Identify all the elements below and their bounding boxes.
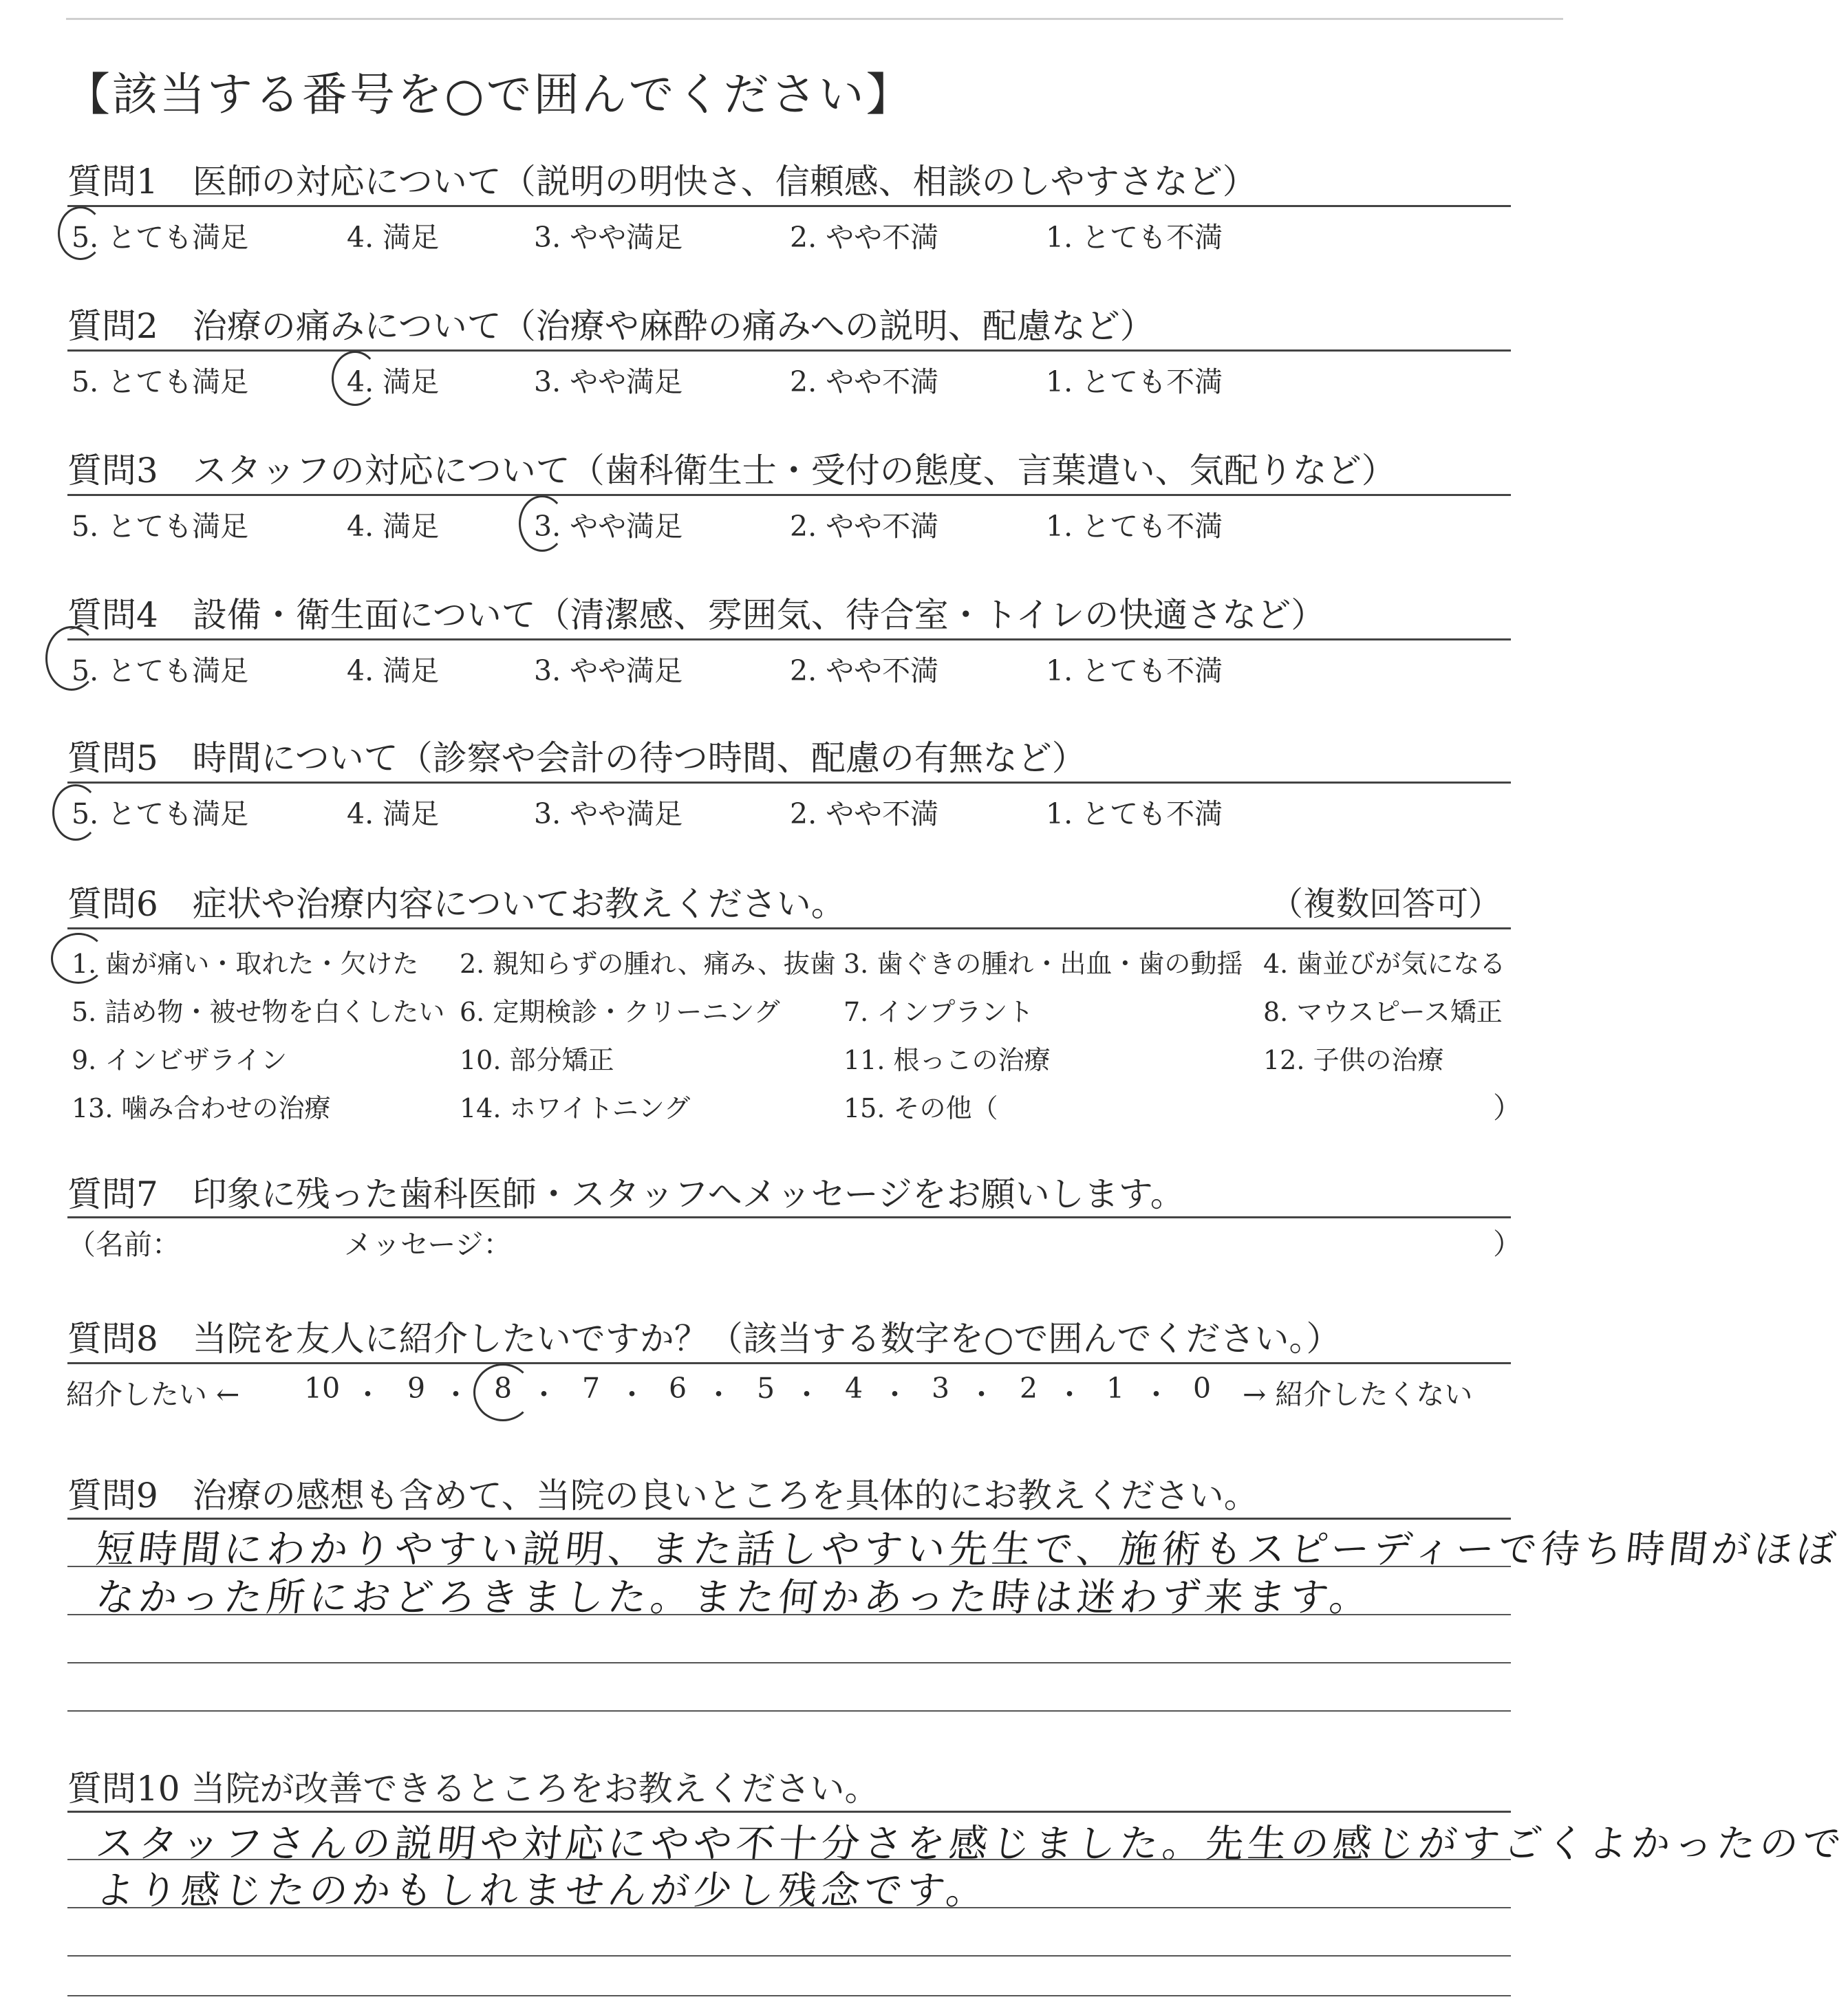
q3-option-1[interactable]: 1. とても不満 [1046, 510, 1223, 543]
q7-name-label: （名前： [67, 1228, 180, 1261]
q3-rule [67, 494, 1511, 496]
q8-right-label: → 紹介したくない [1243, 1378, 1473, 1411]
q8-scale-2[interactable]: 2 [1020, 1372, 1038, 1405]
q6-title: 質問6 症状や治療内容についてお教えください。 [67, 884, 846, 924]
q1-option-2[interactable]: 2. やや不満 [790, 221, 939, 254]
q7-rule [67, 1216, 1511, 1218]
q8-scale-7[interactable]: 7 [582, 1372, 601, 1405]
q5-option-4[interactable]: 4. 満足 [347, 797, 440, 830]
page-top-edge [66, 18, 1563, 20]
q6-option-15[interactable]: 15. その他（ [844, 1093, 998, 1123]
q5-title: 質問5 時間について（診察や会計の待つ時間、配慮の有無など） [67, 738, 1086, 778]
q6-option-5[interactable]: 5. 詰め物・被せ物を白くしたい [72, 997, 445, 1027]
q2-option-5[interactable]: 5. とても満足 [72, 365, 249, 398]
q6-other-close-paren: ） [1493, 1091, 1523, 1125]
q8-title: 質問8 当院を友人に紹介したいですか？（該当する数字を○で囲んでください。） [67, 1319, 1341, 1359]
q6-option-12[interactable]: 12. 子供の治療 [1263, 1045, 1444, 1075]
q8-scale-5[interactable]: 5 [757, 1372, 775, 1405]
q4-rule [67, 638, 1511, 640]
q4-option-3[interactable]: 3. やや満足 [534, 654, 683, 687]
q2-title: 質問2 治療の痛みについて（治療や麻酔の痛みへの説明、配慮など） [67, 306, 1154, 346]
q8-scale-3[interactable]: 3 [932, 1372, 950, 1405]
q6-option-13[interactable]: 13. 噛み合わせの治療 [72, 1093, 331, 1123]
q9-answer-rule [67, 1662, 1511, 1663]
q1-option-1[interactable]: 1. とても不満 [1046, 221, 1223, 254]
q4-option-4[interactable]: 4. 満足 [347, 654, 440, 687]
q1-option-5[interactable]: 5. とても満足 [72, 221, 249, 254]
q5-option-2[interactable]: 2. やや不満 [790, 797, 939, 830]
q6-option-1[interactable]: 1. 歯が痛い・取れた・欠けた [72, 949, 419, 979]
q3-option-5[interactable]: 5. とても満足 [72, 510, 249, 543]
q1-rule [67, 205, 1511, 207]
q6-option-4[interactable]: 4. 歯並びが気になる [1263, 949, 1506, 979]
q8-scale-8[interactable]: 8 [494, 1372, 513, 1405]
q2-option-3[interactable]: 3. やや満足 [534, 365, 683, 398]
q9-answer-line-1[interactable]: 短時間にわかりやすい説明、また話しやすい先生で、施術もスピーディーで待ち時間がほぼ [94, 1527, 1842, 1572]
q10-answer-line-1[interactable]: スタッフさんの説明や対応にやや不十分さを感じました。先生の感じがすごくよかったので [94, 1822, 1847, 1866]
q1-title: 質問1 医師の対応について（説明の明快さ、信頼感、相談のしやすさなど） [67, 162, 1257, 202]
q7-close-paren: ） [1493, 1227, 1523, 1261]
q10-title: 質問10 当院が改善できるところをお教えください。 [67, 1769, 879, 1809]
q6-option-8[interactable]: 8. マウスピース矯正 [1263, 997, 1503, 1027]
q8-scale-9[interactable]: 9 [407, 1372, 426, 1405]
q6-option-6[interactable]: 6. 定期検診・クリーニング [460, 997, 780, 1027]
q9-answer-rule [67, 1614, 1511, 1615]
q9-title: 質問9 治療の感想も含めて、当院の良いところを具体的にお教えください。 [67, 1476, 1258, 1516]
q8-dot: ・ [354, 1378, 382, 1411]
q4-title: 質問4 設備・衛生面について（清潔感、雰囲気、待合室・トイレの快適さなど） [67, 595, 1326, 635]
q10-answer-rule [67, 1907, 1511, 1908]
q6-rule [67, 927, 1511, 929]
q7-message-label: メッセージ： [344, 1228, 512, 1261]
q4-option-2[interactable]: 2. やや不満 [790, 654, 939, 687]
q3-option-3[interactable]: 3. やや満足 [534, 510, 683, 543]
q3-title: 質問3 スタッフの対応について（歯科衛生士・受付の態度、言葉遣い、気配りなど） [67, 451, 1396, 491]
q8-scale-4[interactable]: 4 [845, 1372, 863, 1405]
q10-answer-rule [67, 1995, 1511, 1996]
q8-dot: ・ [618, 1378, 646, 1411]
q6-option-3[interactable]: 3. 歯ぐきの腫れ・出血・歯の動揺 [844, 949, 1243, 979]
q1-option-4[interactable]: 4. 満足 [347, 221, 440, 254]
q10-answer-line-2[interactable]: より感じたのかもしれませんが少し残念です。 [94, 1868, 991, 1913]
q10-answer-rule [67, 1955, 1511, 1957]
q8-dot: ・ [1142, 1378, 1170, 1411]
page-title: 【該当する番号を○で囲んでください】 [65, 68, 914, 121]
q4-option-1[interactable]: 1. とても不満 [1046, 654, 1223, 687]
q8-scale-10[interactable]: 10 [304, 1372, 341, 1405]
q4-option-5[interactable]: 5. とても満足 [72, 654, 249, 687]
q5-option-1[interactable]: 1. とても不満 [1046, 797, 1223, 830]
q8-rule [67, 1362, 1511, 1364]
q8-dot: ・ [881, 1378, 909, 1411]
q9-answer-rule [67, 1710, 1511, 1712]
q1-option-3[interactable]: 3. やや満足 [534, 221, 683, 254]
q8-left-label: 紹介したい ← [66, 1378, 240, 1411]
q6-option-9[interactable]: 9. インビザライン [72, 1045, 288, 1075]
q6-option-14[interactable]: 14. ホワイトニング [460, 1093, 691, 1123]
q3-option-2[interactable]: 2. やや不満 [790, 510, 939, 543]
q6-option-2[interactable]: 2. 親知らずの腫れ、痛み、抜歯 [460, 949, 836, 979]
q8-scale-1[interactable]: 1 [1106, 1372, 1125, 1405]
q8-scale-6[interactable]: 6 [669, 1372, 687, 1405]
q5-option-5[interactable]: 5. とても満足 [72, 797, 249, 830]
q7-title: 質問7 印象に残った歯科医師・スタッフへメッセージをお願いします。 [67, 1174, 1185, 1214]
q9-answer-line-2[interactable]: なかった所におどろきました。また何かあった時は迷わず来ます。 [94, 1575, 1375, 1620]
q8-dot: ・ [530, 1378, 558, 1411]
q8-scale-0[interactable]: 0 [1193, 1372, 1212, 1405]
q6-option-10[interactable]: 10. 部分矯正 [460, 1045, 614, 1075]
q6-option-11[interactable]: 11. 根っこの治療 [844, 1045, 1051, 1075]
q2-option-4[interactable]: 4. 満足 [347, 365, 440, 398]
q8-dot: ・ [967, 1378, 996, 1411]
q8-dot: ・ [705, 1378, 733, 1411]
q6-multiple-note: （複数回答可） [1270, 885, 1502, 923]
q6-option-7[interactable]: 7. インプラント [844, 997, 1034, 1027]
q8-dot: ・ [1055, 1378, 1084, 1411]
q5-rule [67, 782, 1511, 784]
q8-dot: ・ [793, 1378, 821, 1411]
q8-dot: ・ [442, 1378, 470, 1411]
q10-rule [67, 1811, 1511, 1813]
q2-option-2[interactable]: 2. やや不満 [790, 365, 939, 398]
q3-option-4[interactable]: 4. 満足 [347, 510, 440, 543]
q5-option-3[interactable]: 3. やや満足 [534, 797, 683, 830]
q2-option-1[interactable]: 1. とても不満 [1046, 365, 1223, 398]
q2-rule [67, 349, 1511, 352]
